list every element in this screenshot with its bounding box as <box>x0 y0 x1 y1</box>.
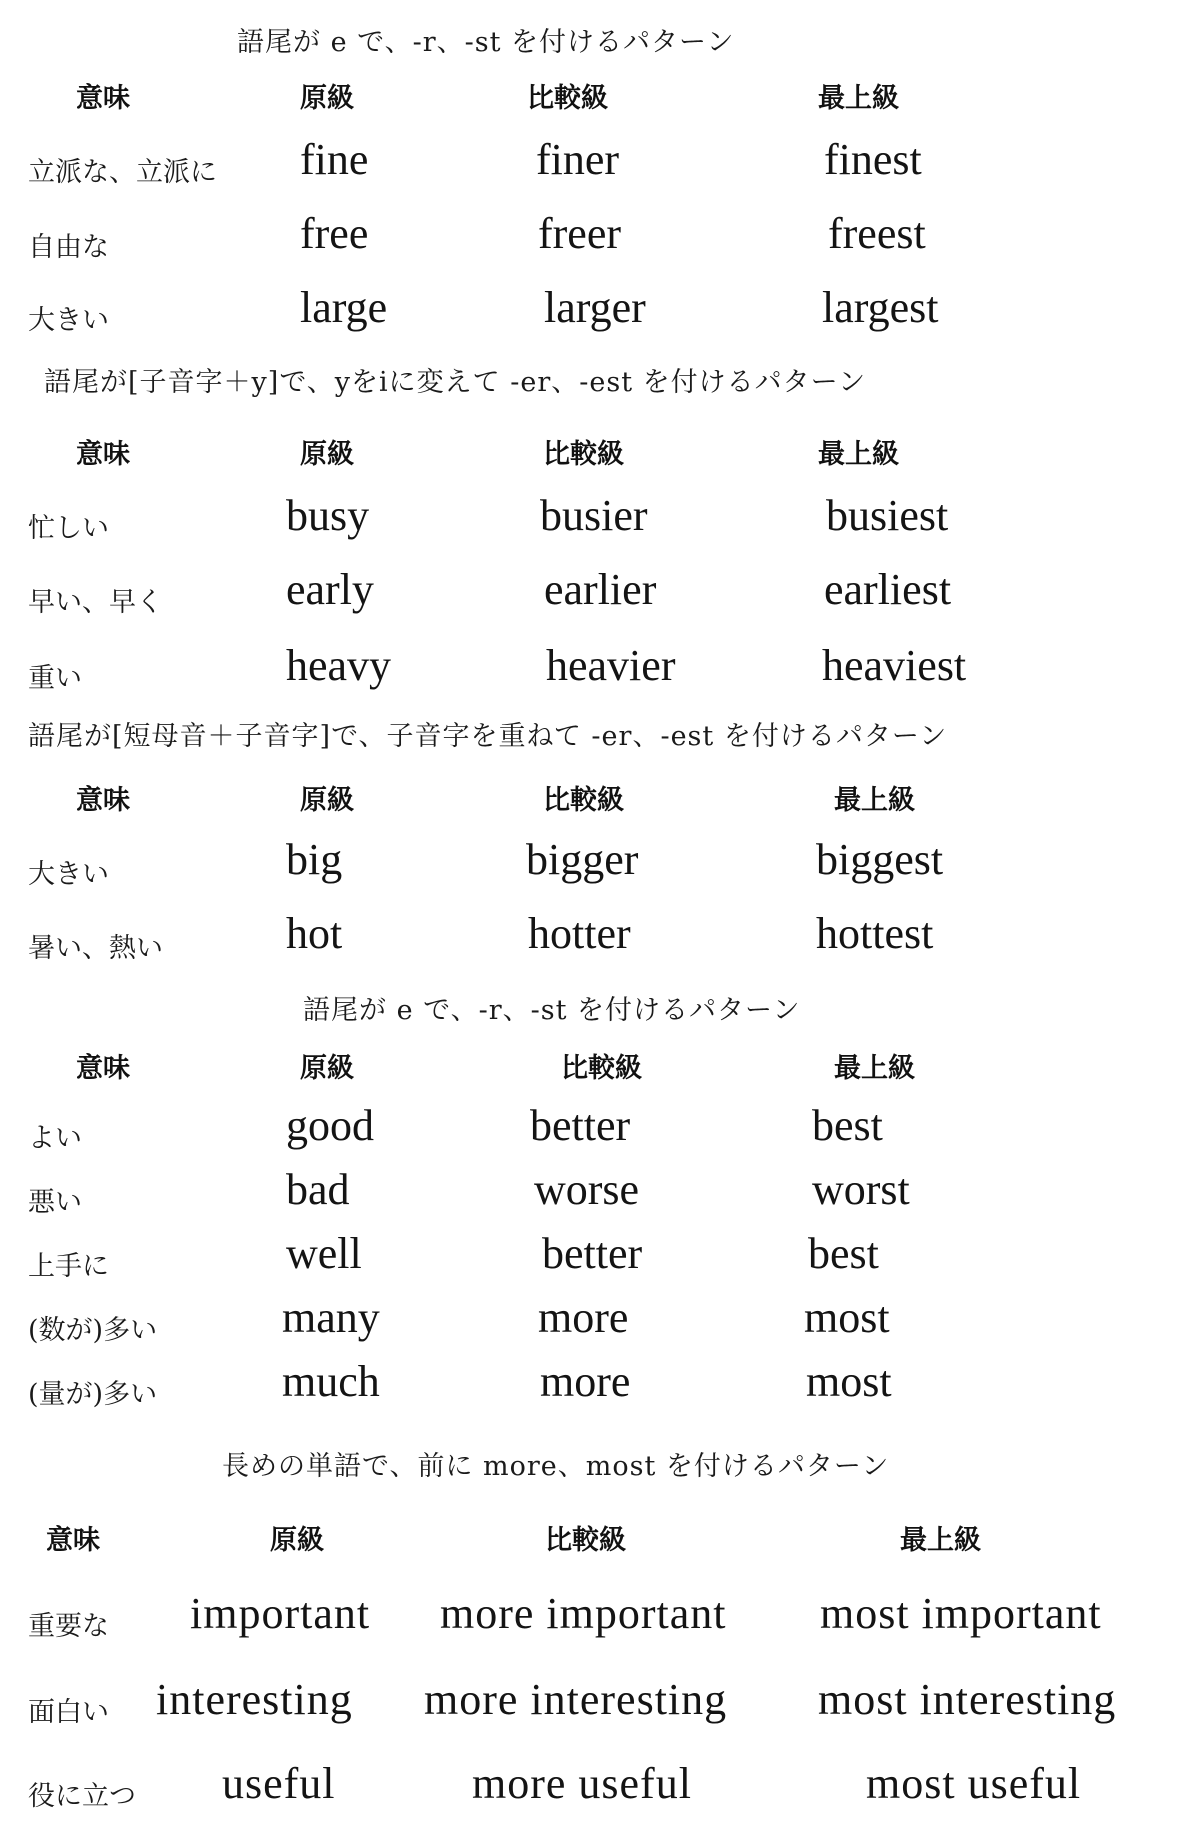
meaning-cell: 立派な、立派に <box>28 157 217 188</box>
comparative-cell: larger <box>544 283 646 332</box>
positive-cell: interesting <box>156 1675 353 1724</box>
header-meaning: 意味 <box>76 439 130 470</box>
superlative-cell: finest <box>824 135 922 184</box>
superlative-cell: most useful <box>866 1759 1082 1808</box>
section-title: 語尾が[子音字＋y]で、yをiに変えて -er、-est を付けるパターン <box>44 367 867 398</box>
header-comparative: 比較級 <box>561 1053 642 1084</box>
superlative-cell: most <box>804 1293 890 1342</box>
positive-cell: hot <box>286 909 343 958</box>
meaning-cell: 悪い <box>28 1187 82 1218</box>
positive-cell: busy <box>286 491 370 540</box>
positive-cell: well <box>286 1229 362 1278</box>
comparative-cell: more important <box>440 1589 727 1638</box>
superlative-cell: best <box>812 1101 883 1150</box>
positive-cell: useful <box>222 1759 336 1808</box>
positive-cell: good <box>286 1101 374 1150</box>
positive-cell: early <box>286 565 374 614</box>
superlative-cell: largest <box>822 283 939 332</box>
header-comparative: 比較級 <box>543 785 624 816</box>
superlative-cell: freest <box>828 209 926 258</box>
comparative-cell: more <box>540 1357 631 1406</box>
header-meaning: 意味 <box>76 785 130 816</box>
superlative-cell: earliest <box>824 565 952 614</box>
positive-cell: much <box>282 1357 380 1406</box>
header-meaning: 意味 <box>76 83 130 114</box>
meaning-cell: 暑い、熱い <box>28 933 163 964</box>
comparative-cell: finer <box>536 135 620 184</box>
header-superlative: 最上級 <box>834 1053 915 1084</box>
superlative-cell: most important <box>820 1589 1102 1638</box>
meaning-cell: (数が)多い <box>28 1315 158 1346</box>
meaning-cell: 自由な <box>28 232 109 263</box>
header-positive: 原級 <box>270 1525 324 1556</box>
positive-cell: heavy <box>286 641 392 690</box>
comparative-cell: heavier <box>546 641 676 690</box>
header-comparative: 比較級 <box>543 439 624 470</box>
meaning-cell: 役に立つ <box>28 1781 136 1812</box>
header-superlative: 最上級 <box>818 439 899 470</box>
header-superlative: 最上級 <box>818 83 899 114</box>
meaning-cell: 面白い <box>28 1697 109 1728</box>
header-comparative: 比較級 <box>545 1525 626 1556</box>
meaning-cell: 重要な <box>28 1611 109 1642</box>
header-meaning: 意味 <box>46 1525 100 1556</box>
header-positive: 原級 <box>300 1053 354 1084</box>
comparative-cell: more <box>538 1293 629 1342</box>
meaning-cell: 大きい <box>28 859 109 890</box>
superlative-cell: best <box>808 1229 879 1278</box>
meaning-cell: 上手に <box>28 1251 109 1282</box>
meaning-cell: 大きい <box>28 305 109 336</box>
comparative-cell: more useful <box>472 1759 692 1808</box>
positive-cell: free <box>300 209 369 258</box>
header-positive: 原級 <box>300 439 354 470</box>
superlative-cell: worst <box>812 1165 910 1214</box>
comparative-cell: more interesting <box>424 1675 728 1724</box>
comparative-cell: busier <box>540 491 648 540</box>
section-title: 語尾が e で、-r、-st を付けるパターン <box>237 27 735 58</box>
header-superlative: 最上級 <box>834 785 915 816</box>
meaning-cell: (量が)多い <box>28 1379 158 1410</box>
meaning-cell: 重い <box>28 663 82 694</box>
superlative-cell: most interesting <box>818 1675 1117 1724</box>
header-positive: 原級 <box>300 83 354 114</box>
positive-cell: many <box>282 1293 380 1342</box>
comparative-cell: freer <box>538 209 622 258</box>
meaning-cell: 早い、早く <box>28 587 163 618</box>
meaning-cell: よい <box>28 1123 82 1154</box>
superlative-cell: heaviest <box>822 641 967 690</box>
positive-cell: bad <box>286 1165 350 1214</box>
positive-cell: big <box>286 835 343 884</box>
superlative-cell: hottest <box>816 909 934 958</box>
superlative-cell: biggest <box>816 835 944 884</box>
meaning-cell: 忙しい <box>28 513 109 544</box>
superlative-cell: busiest <box>826 491 949 540</box>
positive-cell: fine <box>300 135 369 184</box>
header-comparative: 比較級 <box>527 83 608 114</box>
section-title: 長めの単語で、前に more、most を付けるパターン <box>222 1451 890 1482</box>
positive-cell: important <box>190 1589 371 1638</box>
superlative-cell: most <box>806 1357 892 1406</box>
comparative-cell: better <box>530 1101 631 1150</box>
comparative-cell: bigger <box>526 835 639 884</box>
section-title: 語尾が e で、-r、-st を付けるパターン <box>303 995 801 1026</box>
positive-cell: large <box>300 283 388 332</box>
section-title: 語尾が[短母音＋子音字]で、子音字を重ねて -er、-est を付けるパターン <box>28 721 948 752</box>
comparative-cell: worse <box>534 1165 640 1214</box>
header-positive: 原級 <box>300 785 354 816</box>
header-meaning: 意味 <box>76 1053 130 1084</box>
comparative-cell: better <box>542 1229 643 1278</box>
comparative-cell: earlier <box>544 565 657 614</box>
header-superlative: 最上級 <box>900 1525 981 1556</box>
comparative-cell: hotter <box>528 909 631 958</box>
